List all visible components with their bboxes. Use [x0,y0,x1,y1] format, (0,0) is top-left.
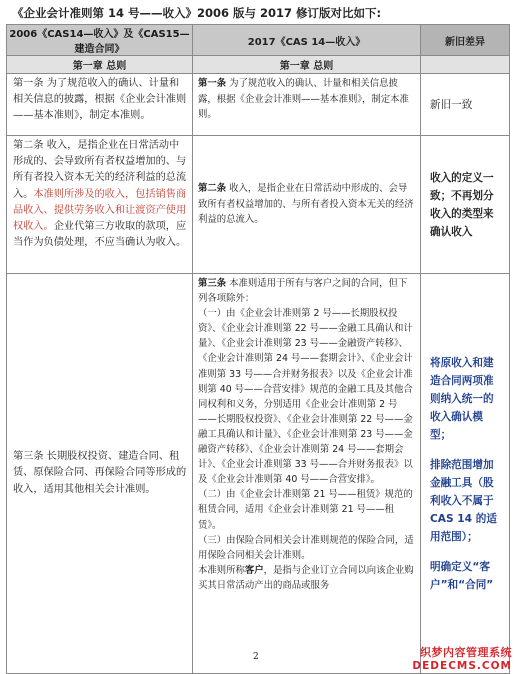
chapter-new: 第一章 总则 [193,56,421,74]
old-article-2 [7,136,193,274]
customer-def-lead: 本准则所称 [198,564,245,576]
new-article-3-item-2: （二）由《企业会计准则第 21 号——租赁》规范的租赁合同，适用《企业会计准则第 21 号——租赁》。 [198,489,413,531]
diff-article-2: 收入的定义一致；不再划分收入的类型来确认收入 [421,136,510,274]
table-row [7,274,510,674]
article-text: 为了规范收入的确认、计量和相关信息披露，根据《企业会计准则——基本准则》，制定本准则。 [198,78,409,121]
new-article-3-item-1: （一）由《企业会计准则第 2 号——长期股权投资》、《企业会计准则第 22 号——金融工具确认和计量》、《企业会计准则第 23 号——金融资产转移》、《企业会计准则第 24 号——套期会计》、《企业会计准则第 33 号——合并财务报表》以及《企业会计准则第 40 号——合营安排》规范的金融工具及其他合同权利和义务，分别适用《企业会计准则第 2 号——长期股权投资》、《企业会计准则第 22 号——金融工具确认和计量》、《企业会计准则第 23 号——金融资产转移》、《企业会计准则第 24 号——套期会计》、《企业会计准则第 33 号——合并财务报表》以及《企业会计准则第 40 号——合营安排》。 [198,308,413,486]
old-article-3: 第三条 长期股权投资、建造合同、租赁、原保险合同、再保险合同等形成的收入，适用其他相关会计准则。 [7,274,193,674]
article-text: 收入，是指企业在日常活动中形成的、会导致所有者权益增加的、与所有者投入资本无关的经济利益的总流入。 [198,183,414,226]
page-number: 2 [253,652,259,662]
header-difference: 新旧差异 [421,25,510,56]
table-row [7,74,510,136]
watermark [412,644,512,672]
chapter-row [7,56,510,74]
new-article-1 [193,74,421,136]
watermark-line-2: DEDECMS.COM [412,660,512,672]
chapter-old: 第一章 总则 [7,56,193,74]
diff-article-3-point-2: 排除范围增加金融工具（股利收入不属于 CAS 14 的适用范围）； [430,458,497,543]
article-label: 第二条 [198,183,227,195]
old-article-2-tail: 企业代第三方收取的款项，应当作为负债处理，不应当确认为收入。 [13,221,187,249]
old-article-1: 第一条 为了规范收入的确认、计量和相关信息的披露，根据《企业会计准则——基本准则》，制定本准则。 [7,74,193,136]
old-article-2-highlight: 本准则所涉及的收入，包括销售商品收入、提供劳务收入和让渡资产使用权收入。 [13,188,187,233]
header-old-version: 2006《CAS14—收入》及《CAS15—建造合同》 [7,25,193,56]
new-article-3-customer-def [198,563,415,593]
diff-article-3 [421,274,510,674]
comparison-table [6,24,510,674]
article-label: 第三条 [198,278,227,289]
diff-article-3-point-3: 明确定义“客户”和“合同” [430,560,494,591]
watermark-line-1: 织梦内容管理系统 [420,646,512,659]
diff-article-1: 新旧一致 [421,74,510,136]
old-article-2-text: 第二条 收入，是指企业在日常活动中形成的、会导致所有者权益增加的、与所有者投入资本无关的经济利益的总流入。 [13,140,187,200]
new-article-3-item-3: （三）由保险合同相关会计准则规范的保险合同，适用保险合同相关会计准则。 [198,534,414,561]
customer-def-text: ，是指与企业订立合同以向该企业购买其日常活动产出的商品或服务 [198,564,414,591]
table-row [7,136,510,274]
diff-article-3-point-1: 将原收入和建造合同两项准则纳入统一的收入确认模型； [430,356,494,441]
chapter-diff-empty [421,56,510,74]
new-article-3-intro [198,276,415,306]
new-article-2 [193,136,421,274]
customer-def-term: 客户 [244,564,264,576]
header-row [7,25,510,56]
article-label: 第一条 [198,78,227,89]
article-text: 本准则适用于所有与客户之间的合同，但下列各项除外： [198,278,408,305]
page-title: 《企业会计准则第 14 号——收入》2006 版与 2017 修订版对比如下: [12,6,382,20]
new-article-3 [193,274,421,674]
header-new-version: 2017《CAS 14—收入》 [193,25,421,56]
